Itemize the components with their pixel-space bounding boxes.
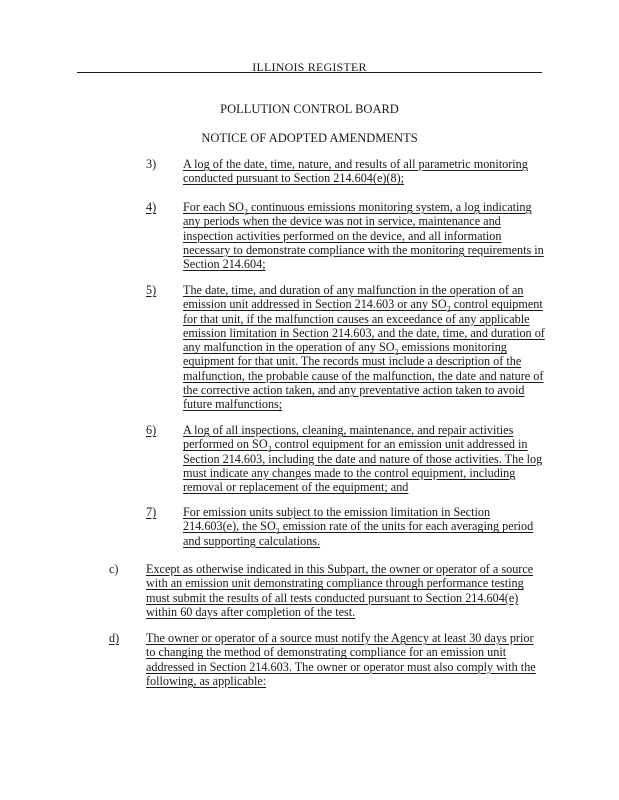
item-text: A log of the date, time, nature, and results of all parametric monitoring conducted pursuant to Section 214.604(e)(8); bbox=[183, 157, 528, 186]
item-number: 7) bbox=[146, 505, 157, 519]
item-number: d) bbox=[109, 631, 120, 645]
item-text: For emission units subject to the emission limitation in Section 214.603(e), the $SO_2$ emission rate of the units for each averaging period and supporting calculations. bbox=[183, 505, 534, 548]
register-header: ILLINOIS REGISTER bbox=[252, 60, 367, 74]
item-number: 6) bbox=[146, 423, 157, 437]
board-title: POLLUTION CONTROL BOARD bbox=[220, 102, 399, 116]
item-number: 3) bbox=[146, 157, 157, 171]
item-text: Except as otherwise indicated in this Subpart, the owner or operator of a source with an emission unit demonstrating compliance through performance testing must submit the results of all tests conducted pursuant to Section 214.604(e) within 60 days after completion of the test. bbox=[146, 562, 534, 619]
header-rule bbox=[77, 72, 542, 73]
item-text: A log of all inspections, cleaning, maintenance, and repair activities performed on $SO_2$ control equipment for an emission unit addressed in Section 214.603, including the date and nature of those activities. The log must indicate any changes made to the control equipment, including removal or replacement of the equipment; and bbox=[183, 423, 543, 495]
item-text: The owner or operator of a source must notify the Agency at least 30 days prior to changing the method of demonstrating compliance for an emission unit addressed in Section 214.603. The owner or operator must also comply with the following, as applicable: bbox=[146, 631, 536, 688]
item-text: For each $SO_2$ continuous emissions monitoring system, a log indicating any periods when the device was not in service, maintenance and inspection activities performed on the device, and all information necessary to demonstrate compliance with the monitoring requirements in Section 214.604; bbox=[183, 200, 544, 272]
item-number: 4) bbox=[146, 200, 157, 214]
item-text: The date, time, and duration of any malfunction in the operation of an emission unit addressed in Section 214.603 or any $SO_2$ control equipment for that unit, if the malfunction causes an exceedance of any applicable emission limitation in Section 214.603, and the date, time, and duration of any malfunction in the operation of any $SO_2$ emissions monitoring equipment for that unit. The records must include a description of the malfunction, the probable cause of the malfunction, the date and nature of the corrective action taken, and any preventative action taken to avoid future malfunctions; bbox=[183, 283, 545, 412]
notice-title: NOTICE OF ADOPTED AMENDMENTS bbox=[201, 131, 418, 145]
item-number: 5) bbox=[146, 283, 157, 297]
item-number: c) bbox=[109, 562, 119, 576]
